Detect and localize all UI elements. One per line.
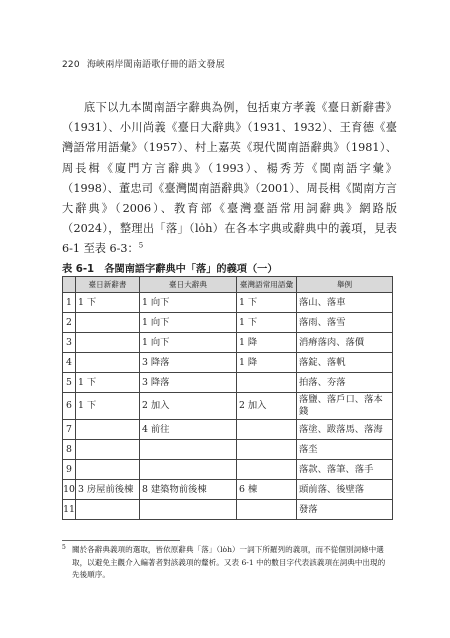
- page-number: 220: [62, 60, 80, 70]
- table-row: [63, 480, 393, 500]
- body-paragraph-text: 底下以九本閩南語字辭典為例，包括東方孝義《臺日新辭書》（1931）、小川尚義《臺日大辭典》（1931、1932）、王育德《臺灣語常用語彙》（1957）、村上嘉英《現代閩南語辭典》（1981）、周長楫《廈門方言辭典》（1993）、楊秀芳《閩南語字彙》（1998）、董忠司《臺灣閩南語辭典》（2001）、周長楫《閩南方言大辭典》（2006）、教育部《臺灣臺語常用詞辭典》網路版（2024），整理出「落」（lo̍h）在各本字典或辭典中的義項，見表 6-1 至表 6-3：: [62, 101, 397, 256]
- row-number-cell: 2: [63, 313, 76, 333]
- table-cell: 1 降: [237, 333, 297, 353]
- table-caption: 表 6-1 各閩南語字辭典中「落」的義項（一）: [62, 264, 278, 275]
- row-number-cell: 9: [63, 460, 76, 480]
- table-cell: [76, 313, 140, 333]
- table-cell: [76, 440, 140, 460]
- row-number-cell: 11: [63, 500, 76, 520]
- table-cell: [76, 353, 140, 373]
- table-cell: [76, 460, 140, 480]
- running-title: 海峽兩岸閩南語歌仔冊的語文發展: [86, 60, 225, 70]
- table-cell: 落坔: [297, 440, 393, 460]
- table-cell: [237, 373, 297, 393]
- table-cell: [140, 440, 237, 460]
- footnote-divider: [62, 540, 180, 541]
- table-cell: 2 加入: [237, 393, 297, 420]
- row-number-cell: 6: [63, 393, 76, 420]
- table-row: [63, 373, 393, 393]
- table-cell: 1 向下: [140, 333, 237, 353]
- table-row: [63, 500, 393, 520]
- body-paragraph: [62, 98, 397, 260]
- table-cell: [237, 460, 297, 480]
- header-cell-taiwan-common-vocab: 臺灣語常用語彙: [237, 277, 297, 293]
- table-cell: [237, 420, 297, 440]
- table-cell: 1 下: [237, 293, 297, 313]
- footnote-mark: 5: [62, 544, 66, 551]
- table-cell: [140, 500, 237, 520]
- row-number-cell: 3: [63, 333, 76, 353]
- table-body: [63, 293, 393, 520]
- table-cell: 1 降: [237, 353, 297, 373]
- table-cell: [76, 420, 140, 440]
- table-row: [63, 440, 393, 460]
- table-row: [63, 393, 393, 420]
- table-cell: 1 向下: [140, 293, 237, 313]
- table-row: [63, 353, 393, 373]
- table-row: [63, 420, 393, 440]
- table-cell: 1 下: [237, 313, 297, 333]
- table-cell: 落錠、落帆: [297, 353, 393, 373]
- table-cell: [76, 333, 140, 353]
- header-cell-taijit-tai-su: 臺日大辭典: [140, 277, 237, 293]
- table-cell: 6 棟: [237, 480, 297, 500]
- table-cell: 1 下: [76, 393, 140, 420]
- header-cell-index: [63, 277, 76, 293]
- table-cell: 拍落、夯落: [297, 373, 393, 393]
- row-number-cell: 8: [63, 440, 76, 460]
- row-number-cell: 10: [63, 480, 76, 500]
- table-cell: 落款、落筆、落手: [297, 460, 393, 480]
- row-number-cell: 1: [63, 293, 76, 313]
- table-cell: 1 向下: [140, 313, 237, 333]
- table-row: [63, 293, 393, 313]
- footnote: [62, 544, 392, 582]
- table-row: [63, 313, 393, 333]
- table-cell: 1 下: [76, 293, 140, 313]
- table-cell: 落塗、跋落馬、落海: [297, 420, 393, 440]
- table-cell: [140, 460, 237, 480]
- table-row: [63, 333, 393, 353]
- table-cell: 3 降落: [140, 353, 237, 373]
- definitions-table: [62, 276, 393, 520]
- table-cell: 3 房屋前後棟: [76, 480, 140, 500]
- footnote-text: 關於各辭典義項的選取，皆依原辭典「落」（lo̍h）一詞下所羅列的義項，而不從個別詞條中選取，以避免主觀介入編著者對該義項的釐析。又表 6-1 中的數目字代表該義項在詞典中出現的先後順序。: [72, 545, 386, 579]
- table-cell: 落鹽、落戶口、落本錢: [297, 393, 393, 420]
- header-cell-examples: 舉例: [297, 277, 393, 293]
- table-cell: 落雨、落雪: [297, 313, 393, 333]
- table-cell: 發落: [297, 500, 393, 520]
- header-cell-taijit-sin-su: 臺日新辭書: [76, 277, 140, 293]
- table-cell: 頭前落、後壁落: [297, 480, 393, 500]
- footnote-reference: 5: [138, 241, 144, 250]
- table-cell: 8 建築物前後棟: [140, 480, 237, 500]
- table-cell: [76, 500, 140, 520]
- table-cell: [237, 440, 297, 460]
- table-cell: 消瘠落肉、落價: [297, 333, 393, 353]
- row-number-cell: 7: [63, 420, 76, 440]
- row-number-cell: 5: [63, 373, 76, 393]
- table-cell: [237, 500, 297, 520]
- running-header: [62, 57, 225, 70]
- table-cell: 3 降落: [140, 373, 237, 393]
- row-number-cell: 4: [63, 353, 76, 373]
- table-cell: 1 下: [76, 373, 140, 393]
- table-header-row: [63, 277, 393, 293]
- table-row: [63, 460, 393, 480]
- table-cell: 2 加入: [140, 393, 237, 420]
- table-cell: 4 前往: [140, 420, 237, 440]
- table-cell: 落山、落車: [297, 293, 393, 313]
